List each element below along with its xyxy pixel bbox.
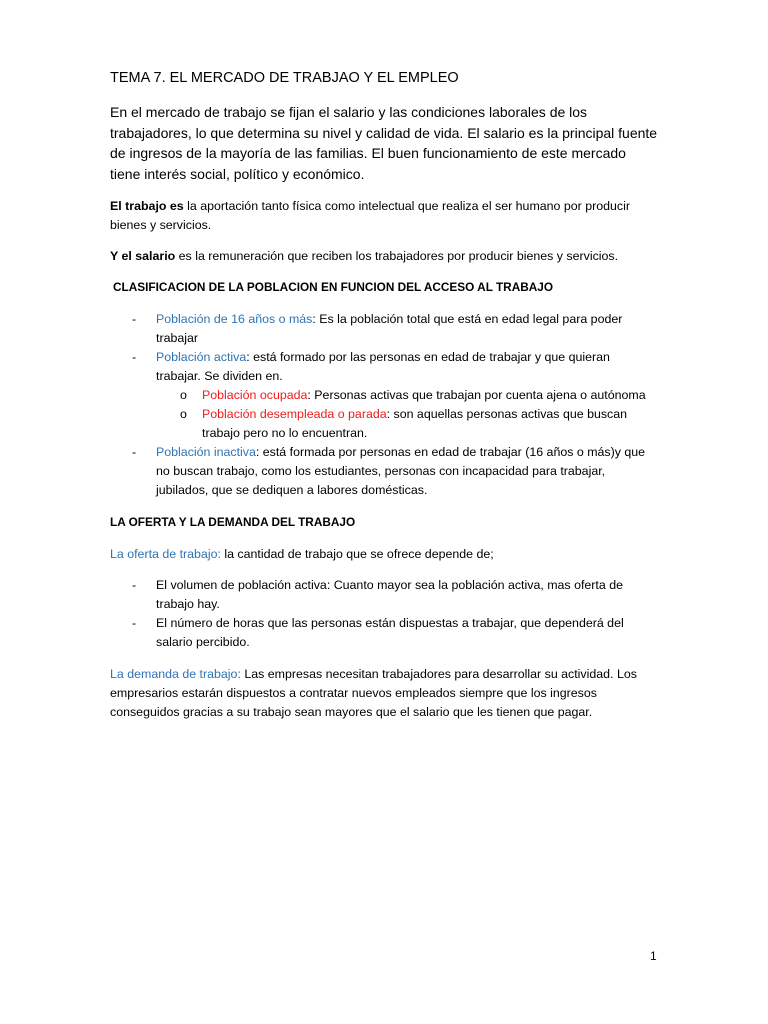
term-poblacion-inactiva: Población inactiva xyxy=(156,445,256,459)
term-poblacion-desempleada: Población desempleada o parada xyxy=(202,407,387,421)
page-title: TEMA 7. EL MERCADO DE TRABJAO Y EL EMPLEO xyxy=(110,70,459,86)
item-text: : Es la población total que está en edad legal para poder trabajar xyxy=(156,312,623,345)
definition-term: Y el salario xyxy=(110,249,176,263)
activa-sublist xyxy=(156,386,658,443)
definition-text: es la remuneración que reciben los trabajadores por producir bienes y servicios. xyxy=(175,249,619,263)
list-item xyxy=(110,443,658,500)
item-text: : Personas activas que trabajan por cuenta ajena o autónoma xyxy=(307,388,646,402)
dash-bullet: - xyxy=(132,312,137,326)
term-poblacion-ocupada: Población ocupada xyxy=(202,388,308,402)
item-text: : son aquellas personas activas que buscan trabajo pero no lo encuentran. xyxy=(202,407,628,440)
list-item xyxy=(110,348,658,443)
item-text: El volumen de población activa: Cuanto mayor sea la población activa, mas oferta de trabajo hay. xyxy=(156,578,623,611)
term-demanda: La demanda de trabajo: xyxy=(110,667,241,681)
list-item xyxy=(110,310,658,348)
oferta-list xyxy=(110,576,658,652)
item-text: : está formado por las personas en edad de trabajar y que quieran trabajar. Se dividen en. xyxy=(156,350,610,383)
demanda-text: Las empresas necesitan trabajadores para desarrollar su actividad. Los empresarios estarán dispuestos a contratar nuevos empleados siempre que los ingresos conseguidos gracias a su trabajo sean mayores que el salario que les tienen que pagar. xyxy=(110,667,637,719)
definition-text: la aportación tanto física como intelectual que realiza el ser humano por producir bienes y servicios. xyxy=(110,199,630,232)
list-item xyxy=(110,576,658,614)
item-text: : está formada por personas en edad de trabajar (16 años o más)y que no buscan trabajo, como los estudiantes, personas con incapacidad para trabajar, jubilados, que se dediquen a labores domésticas. xyxy=(156,445,646,497)
term-poblacion-activa: Población activa xyxy=(156,350,247,364)
oferta-text: la cantidad de trabajo que se ofrece depende de; xyxy=(220,547,494,561)
page-content xyxy=(110,68,658,734)
list-item xyxy=(110,614,658,652)
item-text: El número de horas que las personas están dispuestas a trabajar, que dependerá del salario percibido. xyxy=(156,616,624,649)
page-number: 1 xyxy=(650,949,657,963)
intro-paragraph: En el mercado de trabajo se fijan el salario y las condiciones laborales de los trabajadores, lo que determina su nivel y calidad de vida. El salario es la principal fuente de ingresos de la mayoría de las familias. El buen funcionamiento de este mercado tiene interés social, político y económico. xyxy=(110,104,658,182)
dash-bullet: - xyxy=(132,445,137,459)
sublist-item xyxy=(156,386,658,405)
circle-bullet: o xyxy=(180,407,187,421)
demanda-paragraph xyxy=(110,665,658,722)
definition-term: El trabajo es xyxy=(110,199,184,213)
section-heading-clasificacion: CLASIFICACION DE LA POBLACION EN FUNCION DEL ACCESO AL TRABAJO xyxy=(113,280,553,294)
sublist-item xyxy=(156,405,658,443)
dash-bullet: - xyxy=(132,616,137,630)
definition-trabajo xyxy=(110,197,658,235)
clasificacion-list xyxy=(110,310,658,500)
oferta-paragraph xyxy=(110,545,658,564)
definition-salario xyxy=(110,247,658,266)
term-poblacion-16: Población de 16 años o más xyxy=(156,312,313,326)
section-heading-oferta-demanda: LA OFERTA Y LA DEMANDA DEL TRABAJO xyxy=(110,515,356,529)
dash-bullet: - xyxy=(132,578,137,592)
term-oferta: La oferta de trabajo: xyxy=(110,547,221,561)
dash-bullet: - xyxy=(132,350,137,364)
circle-bullet: o xyxy=(180,388,187,402)
